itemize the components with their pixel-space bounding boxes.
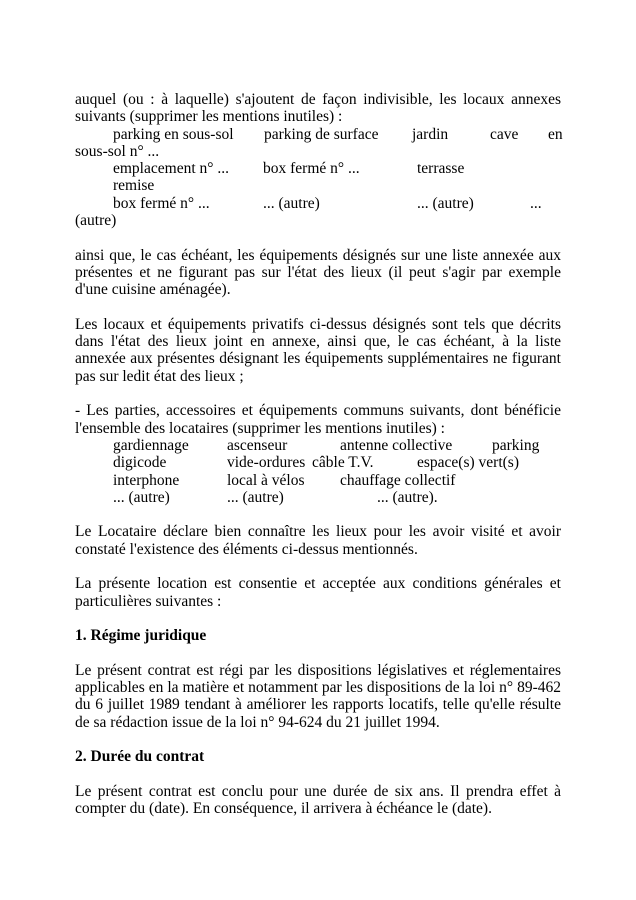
heading-regime-juridique: 1. Régime juridique — [75, 627, 207, 645]
paragraph-parties-communes: - Les parties, accessoires et équipements communs suivants, dont bénéficie l'ensemble des locataires (supprimer les mentions inutiles) : — [75, 402, 561, 437]
annex-item: box fermé n° ... — [263, 160, 360, 178]
paragraph-locaux-equipements: Les locaux et équipements privatifs ci-dessus désignés sont tels que décrits dans l'état des lieux joint en annexe, ainsi que, le cas échéant, à la liste annexée aux présentes désignant les équipements supplémentaires ne figurant pas sur ledit état des lieux ; — [75, 315, 561, 385]
annex-list — [75, 126, 561, 230]
annex-item: parking en sous-sol — [113, 125, 234, 143]
annex-item: emplacement n° ... — [113, 160, 229, 178]
annex-list-row — [75, 177, 561, 194]
common-item: local à vélos — [227, 471, 305, 489]
annex-item-continuation: sous-sol n° ... — [75, 142, 160, 160]
annex-list-row — [75, 126, 561, 143]
paragraph-location-consentie: La présente location est consentie et acceptée aux conditions générales et particulières suivantes : — [75, 575, 561, 610]
paragraph-regime-juridique: Le présent contrat est régi par les dispositions législatives et réglementaires applicables en la matière et notamment par les dispositions de la loi n° 89-462 du 6 juillet 1989 tendant à améliorer les rapports locatifs, telle qu'elle résulte de sa rédaction issue de la loi n° 94-624 du 21 juillet 1994. — [75, 661, 561, 731]
annex-list-row — [75, 160, 561, 177]
common-item: antenne collective — [340, 436, 453, 454]
common-equipment-list — [75, 437, 561, 506]
annex-list-row — [75, 195, 561, 212]
annex-item-continuation: (autre) — [75, 212, 117, 230]
common-list-row — [75, 472, 561, 489]
common-list-row — [75, 437, 561, 454]
paragraph-locataire-declare: Le Locataire déclare bien connaître les lieux pour les avoir visité et avoir constaté l'existence des éléments ci-dessus mentionnés. — [75, 523, 561, 558]
common-item: chauffage collectif — [340, 471, 456, 489]
heading-duree-contrat: 2. Durée du contrat — [75, 748, 205, 766]
common-item: gardiennage — [113, 436, 189, 454]
annex-item: remise — [113, 177, 155, 195]
common-item: espace(s) vert(s) — [417, 454, 519, 472]
common-item: ascenseur — [227, 436, 288, 454]
annex-item: box fermé n° ... — [113, 194, 210, 212]
annex-item: en — [548, 125, 563, 143]
paragraph-duree-contrat: Le présent contrat est conclu pour une durée de six ans. Il prendra effet à compter du (date). En conséquence, il arrivera à échéance le (date). — [75, 782, 561, 818]
common-item: parking — [492, 436, 540, 454]
common-item: digicode — [113, 454, 167, 472]
common-item: interphone — [113, 471, 180, 489]
common-item: ... (autre). — [377, 488, 438, 506]
common-item: ... (autre) — [227, 488, 284, 506]
paragraph-ainsi-que: ainsi que, le cas échéant, les équipements désignés sur une liste annexée aux présentes et ne figurant pas sur l'état des lieux (il peut s'agir par exemple d'une cuisine aménagée). — [75, 246, 561, 299]
annex-item: parking de surface — [264, 125, 379, 143]
common-item: vide-ordures — [227, 454, 306, 472]
common-item: ... (autre) — [113, 488, 170, 506]
annex-item: ... (autre) — [263, 194, 320, 212]
common-list-row — [75, 454, 561, 471]
common-item: câble T.V. — [312, 454, 374, 472]
annex-item: jardin — [412, 125, 449, 143]
annex-item: ... (autre) — [417, 194, 474, 212]
common-list-row — [75, 489, 561, 506]
paragraph-intro-annexes: auquel (ou : à laquelle) s'ajoutent de façon indivisible, les locaux annexes suivants (supprimer les mentions inutiles) : — [75, 91, 561, 126]
annex-item: cave — [490, 125, 519, 143]
annex-item: ... — [530, 194, 542, 212]
annex-item: terrasse — [417, 160, 465, 178]
